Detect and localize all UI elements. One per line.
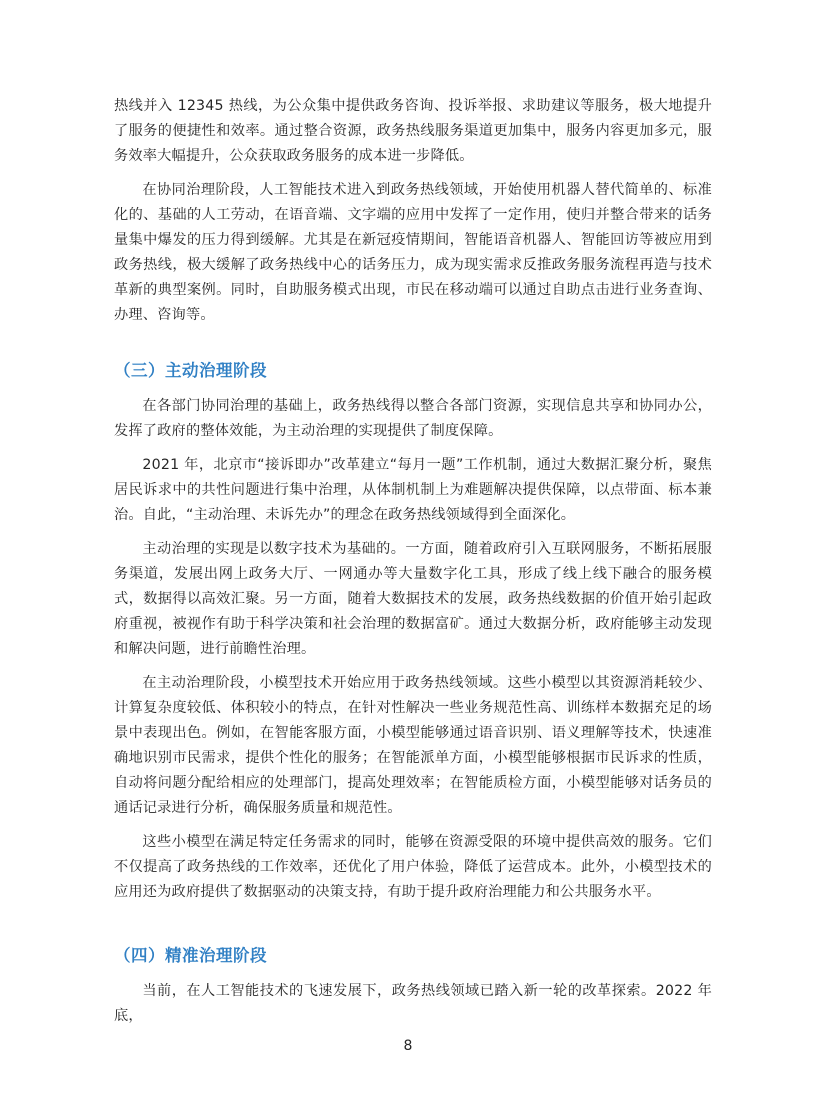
paragraph-active-governance-4: 在主动治理阶段，小模型技术开始应用于政务热线领域。这些小模型以其资源消耗较少、计算复杂度较低、体积较小的特点，在针对性解决一些业务规范性高、训练样本数据充足的场景中表现出色。例如，在智能客服方面，小模型能够通过语音识别、语义理解等技术，快速准确地识别市民需求，提供个性化的服务；在智能派单方面，小模型能够根据市民诉求的性质，自动将问题分配给相应的处理部门，提高处理效率；在智能质检方面，小模型能够对话务员的通话记录进行分析，确保服务质量和规范性。 [114, 675, 712, 816]
paragraph-collaborative-governance: 在协同治理阶段，人工智能技术进入到政务热线领域，开始使用机器人替代简单的、标准化的、基础的人工劳动，在语音端、文字端的应用中发挥了一定作用，使归并整合带来的话务量集中爆发的压力得到缓解。尤其是在新冠疫情期间，智能语音机器人、智能回访等被应用到政务热线，极大缓解了政务热线中心的话务压力，成为现实需求反推政务服务流程再造与技术革新的典型案例。同时，自助服务模式出现，市民在移动端可以通过自助点击进行业务查询、办理、咨询等。 [114, 182, 712, 323]
paragraph-intro-continued: 热线并入 12345 热线，为公众集中提供政务咨询、投诉举报、求助建议等服务，极大地提升了服务的便捷性和效率。通过整合资源，政务热线服务渠道更加集中，服务内容更加多元，服务效率大幅提升，公众获取政务服务的成本进一步降低。 [114, 98, 712, 164]
paragraph-active-governance-5: 这些小模型在满足特定任务需求的同时，能够在资源受限的环境中提供高效的服务。它们不仅提高了政务热线的工作效率，还优化了用户体验，降低了运营成本。此外，小模型技术的应用还为政府提供了数据驱动的决策支持，有助于提升政府治理能力和公共服务水平。 [114, 834, 712, 900]
page-body [114, 94, 712, 1029]
paragraph-precise-governance-1: 当前，在人工智能技术的飞速发展下，政务热线领域已踏入新一轮的改革探索。2022 年底， [114, 983, 712, 1024]
paragraph-active-governance-1: 在各部门协同治理的基础上，政务热线得以整合各部门资源，实现信息共享和协同办公，发挥了政府的整体效能，为主动治理的实现提供了制度保障。 [114, 398, 712, 439]
paragraph-active-governance-2: 2021 年，北京市“接诉即办”改革建立“每月一题”工作机制，通过大数据汇聚分析，聚焦居民诉求中的共性问题进行集中治理，从体制机制上为难题解决提供保障，以点带面、标本兼治。自此，“主动治理、未诉先办”的理念在政务热线领域得到全面深化。 [114, 457, 712, 523]
section-heading-precise-governance: （四）精准治理阶段 [114, 946, 267, 965]
paragraph-active-governance-3: 主动治理的实现是以数字技术为基础的。一方面，随着政府引入互联网服务，不断拓展服务渠道，发展出网上政务大厅、一网通办等大量数字化工具，形成了线上线下融合的服务模式，数据得以高效汇聚。另一方面，随着大数据技术的发展，政务热线数据的价值开始引起政府重视，被视作有助于科学决策和社会治理的数据富矿。通过大数据分析，政府能够主动发现和解决问题，进行前瞻性治理。 [114, 541, 712, 657]
page-number: 8 [403, 1038, 413, 1054]
section-heading-active-governance: （三）主动治理阶段 [114, 361, 267, 380]
